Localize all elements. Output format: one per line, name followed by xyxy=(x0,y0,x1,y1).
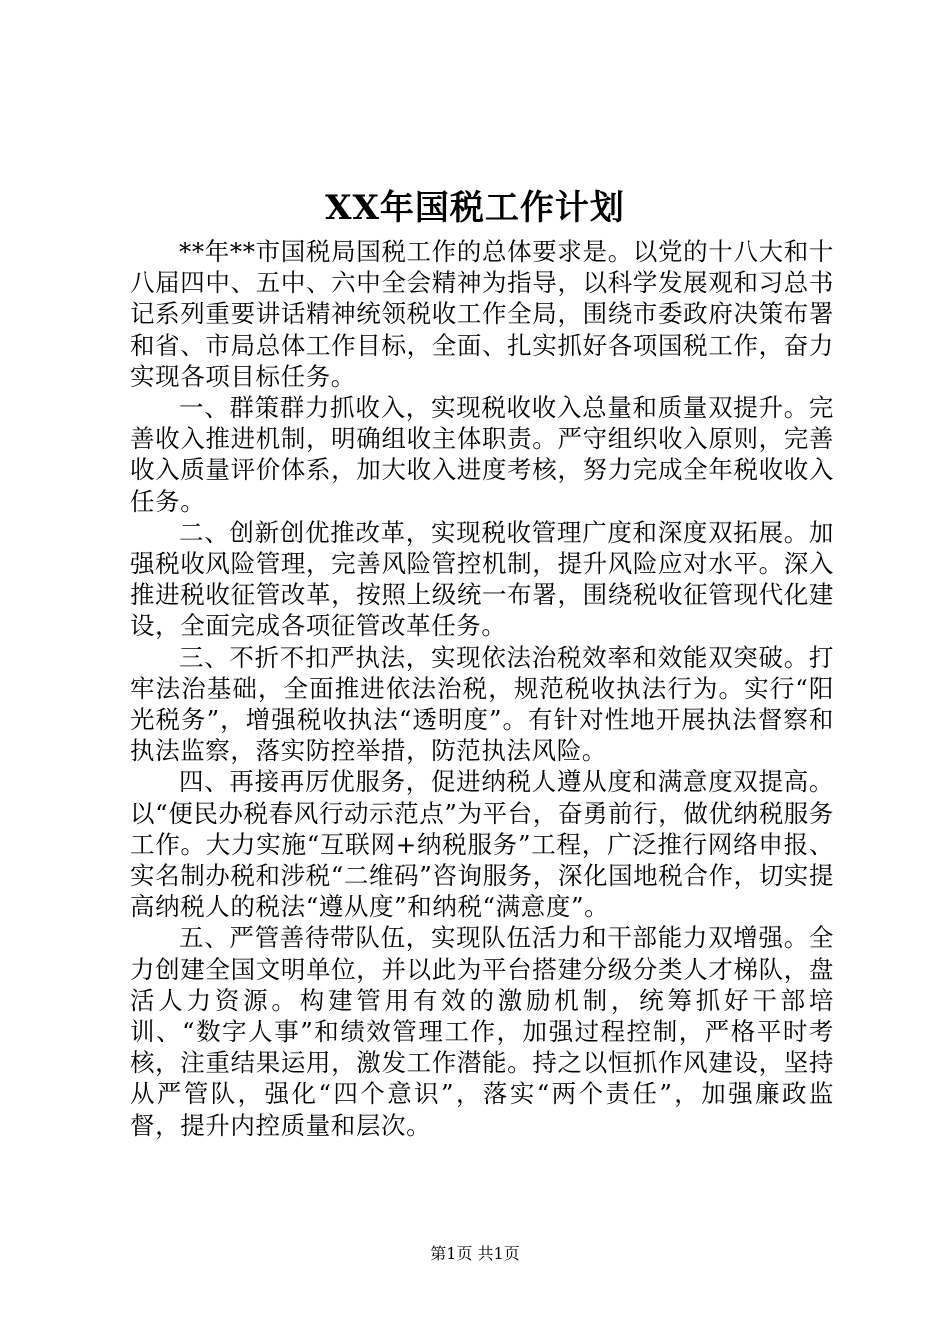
document-title: XX年国税工作计划 xyxy=(325,188,625,228)
document-body xyxy=(130,236,834,1141)
paragraph-section-5: 五、严管善待带队伍，实现队伍活力和干部能力双增强。全力创建全国文明单位，并以此为平台搭建分级分类人才梯队，盘活人力资源。构建管用有效的激励机制，统筹抓好干部培训、“数字人事”和绩效管理工作，加强过程控制，严格平时考核，注重结果运用，激发工作潜能。持之以恒抓作风建设，坚持从严管队，强化“四个意识”，落实“两个责任”，加强廉政监督，提升内控质量和层次。 xyxy=(130,923,834,1140)
paragraph-intro: **年**市国税局国税工作的总体要求是。以党的十八大和十八届四中、五中、六中全会精神为指导，以科学发展观和习总书记系列重要讲话精神统领税收工作全局，围绕市委政府决策布署和省、市局总体工作目标，全面、扎实抓好各项国税工作，奋力实现各项目标任务。 xyxy=(130,237,834,391)
paragraph-section-1: 一、群策群力抓收入，实现税收收入总量和质量双提升。完善收入推进机制，明确组收主体职责。严守组织收入原则，完善收入质量评价体系，加大收入进度考核，努力完成全年税收收入任务。 xyxy=(130,393,834,516)
paragraph-section-4: 四、再接再厉优服务，促进纳税人遵从度和满意度双提高。以“便民办税春风行动示范点”为平台，奋勇前行，做优纳税服务工作。大力实施“互联网+纳税服务”工程，广泛推行网络申报、实名制办税和涉税“二维码”咨询服务，深化国地税合作，切实提高纳税人的税法“遵从度”和纳税“满意度”。 xyxy=(130,767,834,922)
page-footer: 第1页 共1页 xyxy=(430,1244,520,1263)
paragraph-section-2: 二、创新创优推改革，实现税收管理广度和深度双拓展。加强税收风险管理，完善风险管控机制，提升风险应对水平。深入推进税收征管改革，按照上级统一布署，围绕税收征管现代化建设，全面完成各项征管改革任务。 xyxy=(130,517,834,641)
paragraph-section-3: 三、不折不扣严执法，实现依法治税效率和效能双突破。打牢法治基础，全面推进依法治税，规范税收执法行为。实行“阳光税务”，增强税收执法“透明度”。有针对性地开展执法督察和执法监察，落实防控举措，防范执法风险。 xyxy=(130,642,834,766)
